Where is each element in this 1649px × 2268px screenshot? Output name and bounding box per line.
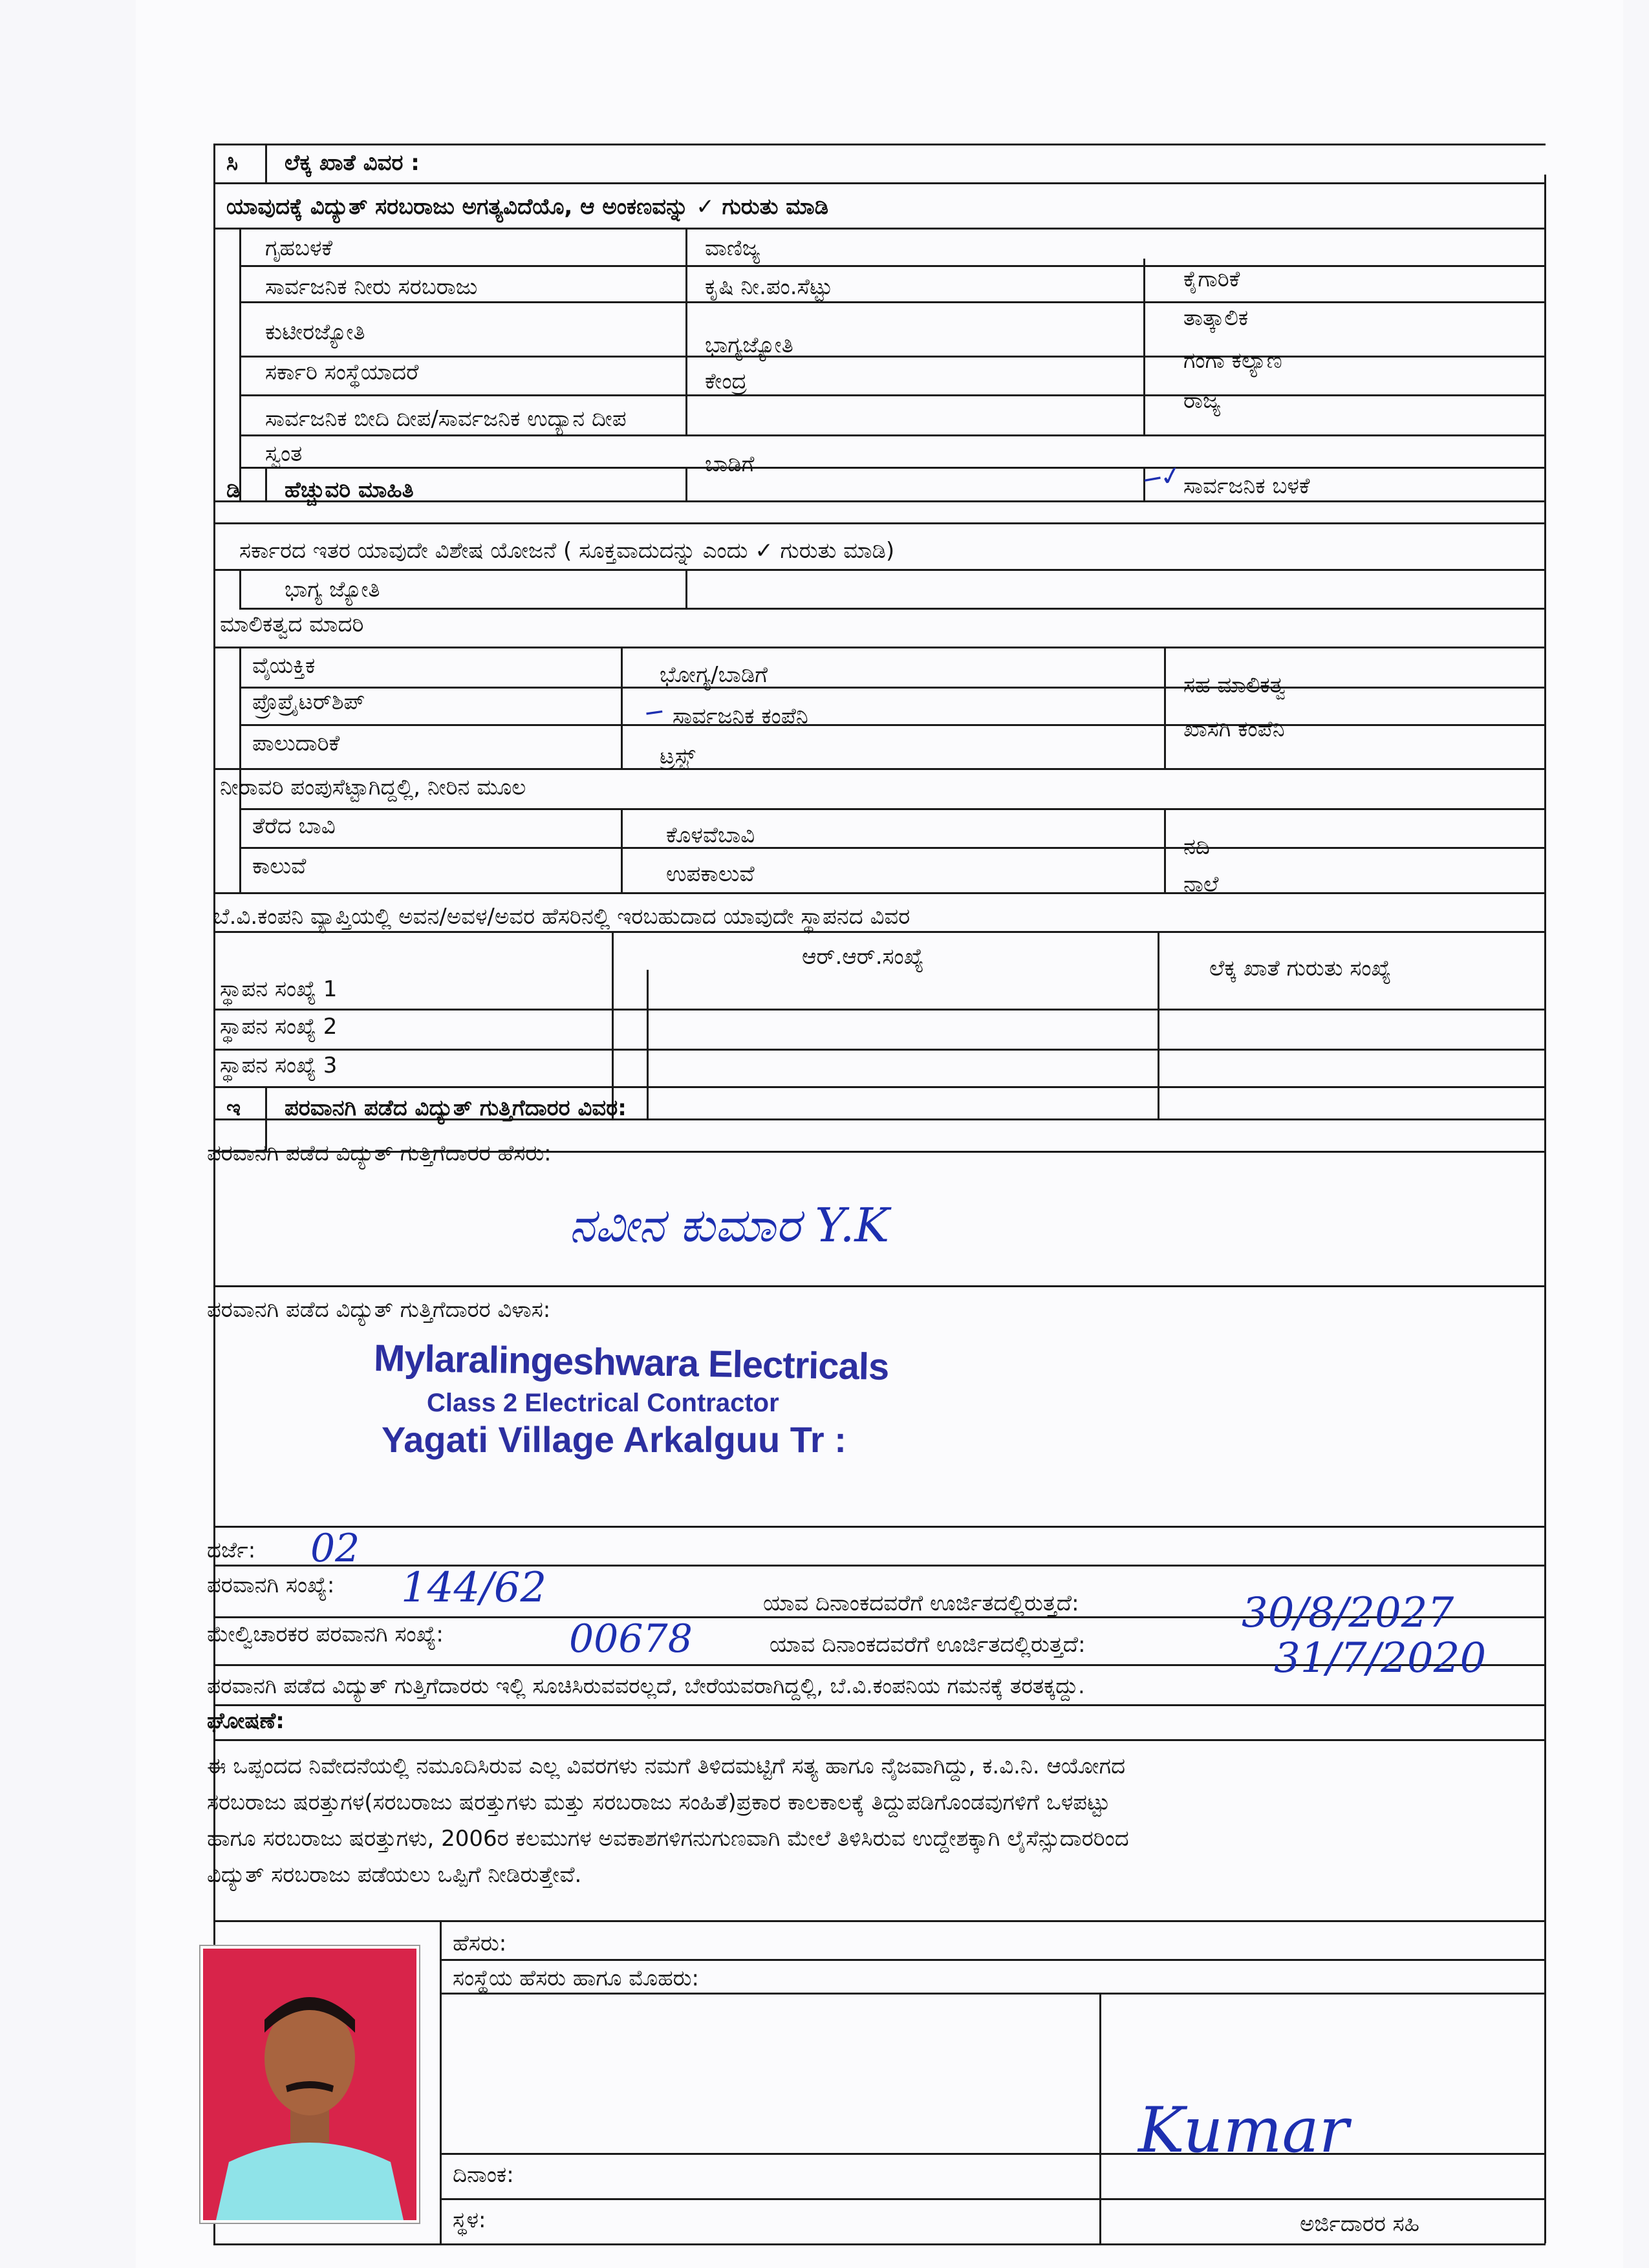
signatory-date-label: ದಿನಾಂಕ:: [453, 2162, 514, 2188]
applicant-signature-label: ಅರ್ಜಿದಾರರ ಸಹಿ: [1300, 2211, 1420, 2237]
section-e-number: ಇ: [226, 1095, 241, 1121]
section-c-number: ಸಿ: [226, 150, 239, 176]
contractor-notice: ಪರವಾನಗಿ ಪಡೆದ ವಿದ್ಯುತ್ ಗುತ್ತಿಗೆದಾರರು ಇಲ್ಲಿ ಸೂಚಿಸಿರುವವರಲ್ಲದೆ, ಬೇರೆಯವರಾಗಿದ್ದಲ್ಲಿ, ಬೆ.ವಿ.ಕಂಪನಿಯ ಗಮನಕ್ಕೆ ತರತಕ್ಕದ್ದು.: [207, 1673, 1085, 1698]
contractor-address-label: ಪರವಾನಗಿ ಪಡೆದ ವಿದ್ಯುತ್ ಗುತ್ತಿಗೆದಾರರ ವಿಳಾಸ:: [207, 1297, 551, 1323]
supervisor-valid-until-value: 31/7/2020: [1274, 1634, 1487, 1682]
purpose-ganga-kalyana: ಗಂಗಾ ಕಲ್ಯಾಣ: [1183, 348, 1282, 374]
declaration-line: ವಿದ್ಯುತ್ ಸರಬರಾಜು ಪಡೆಯಲು ಒಪ್ಪಿಗೆ ನೀಡಿರುತ್ತೇವೆ.: [207, 1862, 582, 1888]
supervisor-licence-label: ಮೇಲ್ವಿಚಾರಕರ ಪರವಾನಗಿ ಸಂಖ್ಯೆ:: [207, 1621, 444, 1647]
contractor-name-value: ನವೀನ ಕುಮಾರ Y.K: [569, 1198, 890, 1252]
purpose-commercial: ವಾಣಿಜ್ಯ: [705, 235, 760, 261]
installation-row-1: ಸ್ಥಾಪನ ಸಂಖ್ಯೆ 1: [220, 976, 338, 1002]
purpose-domestic: ಗೃಹಬಳಕೆ: [265, 235, 333, 261]
section-e-title: ಪರವಾನಗಿ ಪಡೆದ ವಿದ್ಯುತ್ ಗುತ್ತಿಗೆದಾರರ ವಿವರ:: [285, 1095, 627, 1121]
signatory-org-label: ಸಂಸ್ಥೆಯ ಹೆಸರು ಹಾಗೂ ಮೊಹರು:: [453, 1965, 699, 1991]
signatory-name-label: ಹೆಸರು:: [453, 1931, 507, 1956]
ownership-public-company: ಸಾರ್ವಜನಿಕ ಕಂಪೆನಿ: [673, 703, 808, 729]
licence-number-label: ಪರವಾನಗಿ ಸಂಖ್ಯೆ:: [207, 1572, 335, 1598]
contractor-stamp-line3: Yagati Village Arkalguu Tr :: [382, 1419, 846, 1460]
purpose-water-supply: ಸಾರ್ವಜನಿಕ ನೀರು ಸರಬರಾಜು: [265, 274, 478, 300]
ownership-individual: ವೈಯಕ್ತಿಕ: [252, 653, 316, 679]
applicant-signature: Kumar: [1138, 2094, 1349, 2166]
purpose-irrigation: ಕೃಷಿ ನೀ.ಪಂ.ಸೆಟ್ಟು: [705, 274, 833, 300]
supervisor-licence-value: 00678: [569, 1616, 693, 1662]
water-canal: ಕಾಲುವೆ: [252, 853, 307, 879]
licence-number-value: 144/62: [401, 1564, 547, 1612]
installation-row-2: ಸ್ಥಾಪನ ಸಂಖ್ಯೆ 2: [220, 1014, 338, 1040]
water-river: ನದಿ: [1183, 834, 1210, 860]
section-c-title: ಲೆಕ್ಕ ಖಾತೆ ವಿವರ :: [285, 150, 420, 176]
scheme-question: ಸರ್ಕಾರದ ಇತರ ಯಾವುದೇ ವಿಶೇಷ ಯೋಜನೆ ( ಸೂಕ್ತವಾದುದನ್ನು ಎಂದು ✓ ಗುರುತು ಮಾಡಿ): [239, 538, 895, 564]
grade-label: ದರ್ಜೆ:: [207, 1537, 256, 1563]
installation-account-id-header: ಲೆಕ್ಕ ಖಾತೆ ಗುರುತು ಸಂಖ್ಯೆ: [1209, 956, 1392, 981]
section-d-title: ಹೆಚ್ಚುವರಿ ಮಾಹಿತಿ: [285, 477, 414, 503]
installation-row-3: ಸ್ಥಾಪನ ಸಂಖ್ಯೆ 3: [220, 1053, 338, 1078]
purpose-own: ಸ್ವಂತ: [265, 441, 303, 467]
water-channel: ನಾಲೆ: [1183, 872, 1219, 897]
water-open-well: ತೆರೆದ ಬಾವಿ: [252, 813, 336, 839]
supervisor-valid-until-label: ಯಾವ ದಿನಾಂಕದವರೆಗೆ ಊರ್ಜಿತದಲ್ಲಿರುತ್ತದೆ:: [770, 1632, 1086, 1658]
purpose-header: ಯಾವುದಕ್ಕೆ ವಿದ್ಯುತ್ ಸರಬರಾಜು ಅಗತ್ಯವಿದೆಯೊ, ಆ ಅಂಕಣವನ್ನು ✓ ಗುರುತು ಮಾಡಿ: [226, 194, 829, 220]
signatory-place-label: ಸ್ಥಳ:: [453, 2207, 486, 2233]
purpose-public-use: ಸಾರ್ವಜನಿಕ ಬಳಕೆ: [1183, 473, 1310, 499]
purpose-central: ಕೇಂದ್ರ: [705, 369, 747, 394]
ownership-lease: ಭೋಗ್ಯ/ಬಾಡಿಗೆ: [660, 662, 768, 688]
declaration-line: ಈ ಒಪ್ಪಂದದ ನಿವೇದನೆಯಲ್ಲಿ ನಮೂದಿಸಿರುವ ಎಲ್ಲ ವಿವರಗಳು ನಮಗೆ ತಿಳಿದಮಟ್ಟಿಗೆ ಸತ್ಯ ಹಾಗೂ ನೈಜವಾಗಿದ್ದು, ಕ.ವಿ.ನಿ. ಆಯೋಗದ: [207, 1753, 1126, 1779]
checkmark-icon: ─✓: [1142, 460, 1185, 496]
ownership-proprietorship: ಪ್ರೊಪ್ರೈಟರ್‌ಶಿಪ್: [252, 689, 365, 715]
water-borewell: ಕೊಳವೆಬಾವಿ: [666, 822, 755, 848]
declaration-line: ಸರಬರಾಜು ಷರತ್ತುಗಳ(ಸರಬರಾಜು ಷರತ್ತುಗಳು ಮತ್ತು ಸರಬರಾಜು ಸಂಹಿತೆ)ಪ್ರಕಾರ ಕಾಲಕಾಲಕ್ಕೆ ತಿದ್ದುಪಡಿಗೊಂಡವುಗಳಿಗೆ ಒಳಪಟ್ಟು: [207, 1790, 1110, 1815]
licence-valid-until-value: 30/8/2027: [1242, 1589, 1454, 1637]
purpose-kutirajyoti: ಕುಟೀರಜ್ಯೋತಿ: [265, 319, 365, 345]
contractor-stamp-line1: Mylaralingeshwara Electricals: [373, 1337, 889, 1388]
purpose-rent: ಬಾಡಿಗೆ: [705, 451, 755, 477]
licence-valid-until-label: ಯಾವ ದಿನಾಂಕದವರೆಗೆ ಊರ್ಜಿತದಲ್ಲಿರುತ್ತದೆ:: [763, 1590, 1079, 1616]
applicant-photo: [200, 1946, 419, 2223]
ownership-label: ಮಾಲಿಕತ್ವದ ಮಾದರಿ: [220, 612, 364, 637]
section-d-number: ಡಿ: [226, 477, 241, 503]
installation-label: ಬೆ.ವಿ.ಕಂಪನಿ ವ್ಯಾಪ್ತಿಯಲ್ಲಿ ಅವನ/ಅವಳ/ಅವರ ಹೆಸರಿನಲ್ಲಿ ಇರಬಹುದಾದ ಯಾವುದೇ ಸ್ಥಾಪನದ ವಿವರ: [213, 904, 911, 930]
purpose-street-light: ಸಾರ್ವಜನಿಕ ಬೀದಿ ದೀಪ/ಸಾರ್ವಜನಿಕ ಉದ್ಯಾನ ದೀಪ: [265, 406, 627, 432]
declaration-line: ಹಾಗೂ ಸರಬರಾಜು ಷರತ್ತುಗಳು, 2006ರ ಕಲಮುಗಳ ಅವಕಾಶಗಳಿಗನುಗುಣವಾಗಿ ಮೇಲೆ ತಿಳಿಸಿರುವ ಉದ್ದೇಶಕ್ಕಾಗಿ ಲೈಸೆನ್ಸುದಾರರಿಂದ: [207, 1826, 1129, 1852]
water-source-label: ನೀರಾವರಿ ಪಂಪುಸೆಟ್ಟಾಗಿದ್ದಲ್ಲಿ, ನೀರಿನ ಮೂಲ: [220, 775, 526, 800]
contractor-name-label: ಪರವಾನಗಿ ಪಡೆದ ವಿದ್ಯುತ್ ಗುತ್ತಿಗೆದಾರರ ಹೆಸರು:: [207, 1140, 552, 1166]
purpose-state: ರಾಜ್ಯ: [1183, 388, 1221, 414]
water-sub-canal: ಉಪಕಾಲುವೆ: [666, 861, 755, 887]
scheme-bhagyajyoti: ಭಾಗ್ಯ ಜ್ಯೋತಿ: [285, 577, 380, 603]
purpose-govt-org: ಸರ್ಕಾರಿ ಸಂಸ್ಥೆಯಾದರೆ: [265, 359, 419, 385]
checkmark-icon: ─: [644, 697, 665, 729]
purpose-bhagyajyoti: ಭಾಗ್ಯಜ್ಯೋತಿ: [705, 332, 793, 358]
purpose-industrial: ಕೈಗಾರಿಕೆ: [1183, 266, 1240, 292]
declaration-title: ಘೋಷಣೆ:: [207, 1708, 285, 1734]
installation-rr-number-header: ಆರ್.ಆರ್.ಸಂಖ್ಯೆ: [802, 944, 924, 970]
contractor-stamp-line2: Class 2 Electrical Contractor: [427, 1389, 779, 1417]
ownership-partnership: ಪಾಲುದಾರಿಕೆ: [252, 731, 340, 756]
grade-value: 02: [310, 1526, 360, 1571]
ownership-private-company: ಖಾಸಗಿ ಕಂಪೆನಿ: [1183, 716, 1285, 742]
purpose-temporary: ತಾತ್ಕಾಲಿಕ: [1183, 305, 1249, 331]
ownership-co-owner: ಸಹ ಮಾಲಿಕತ್ವ: [1183, 672, 1286, 698]
ownership-trust: ಟ್ರಸ್ಟ್: [660, 744, 696, 769]
declaration-text: [207, 1748, 1539, 1893]
